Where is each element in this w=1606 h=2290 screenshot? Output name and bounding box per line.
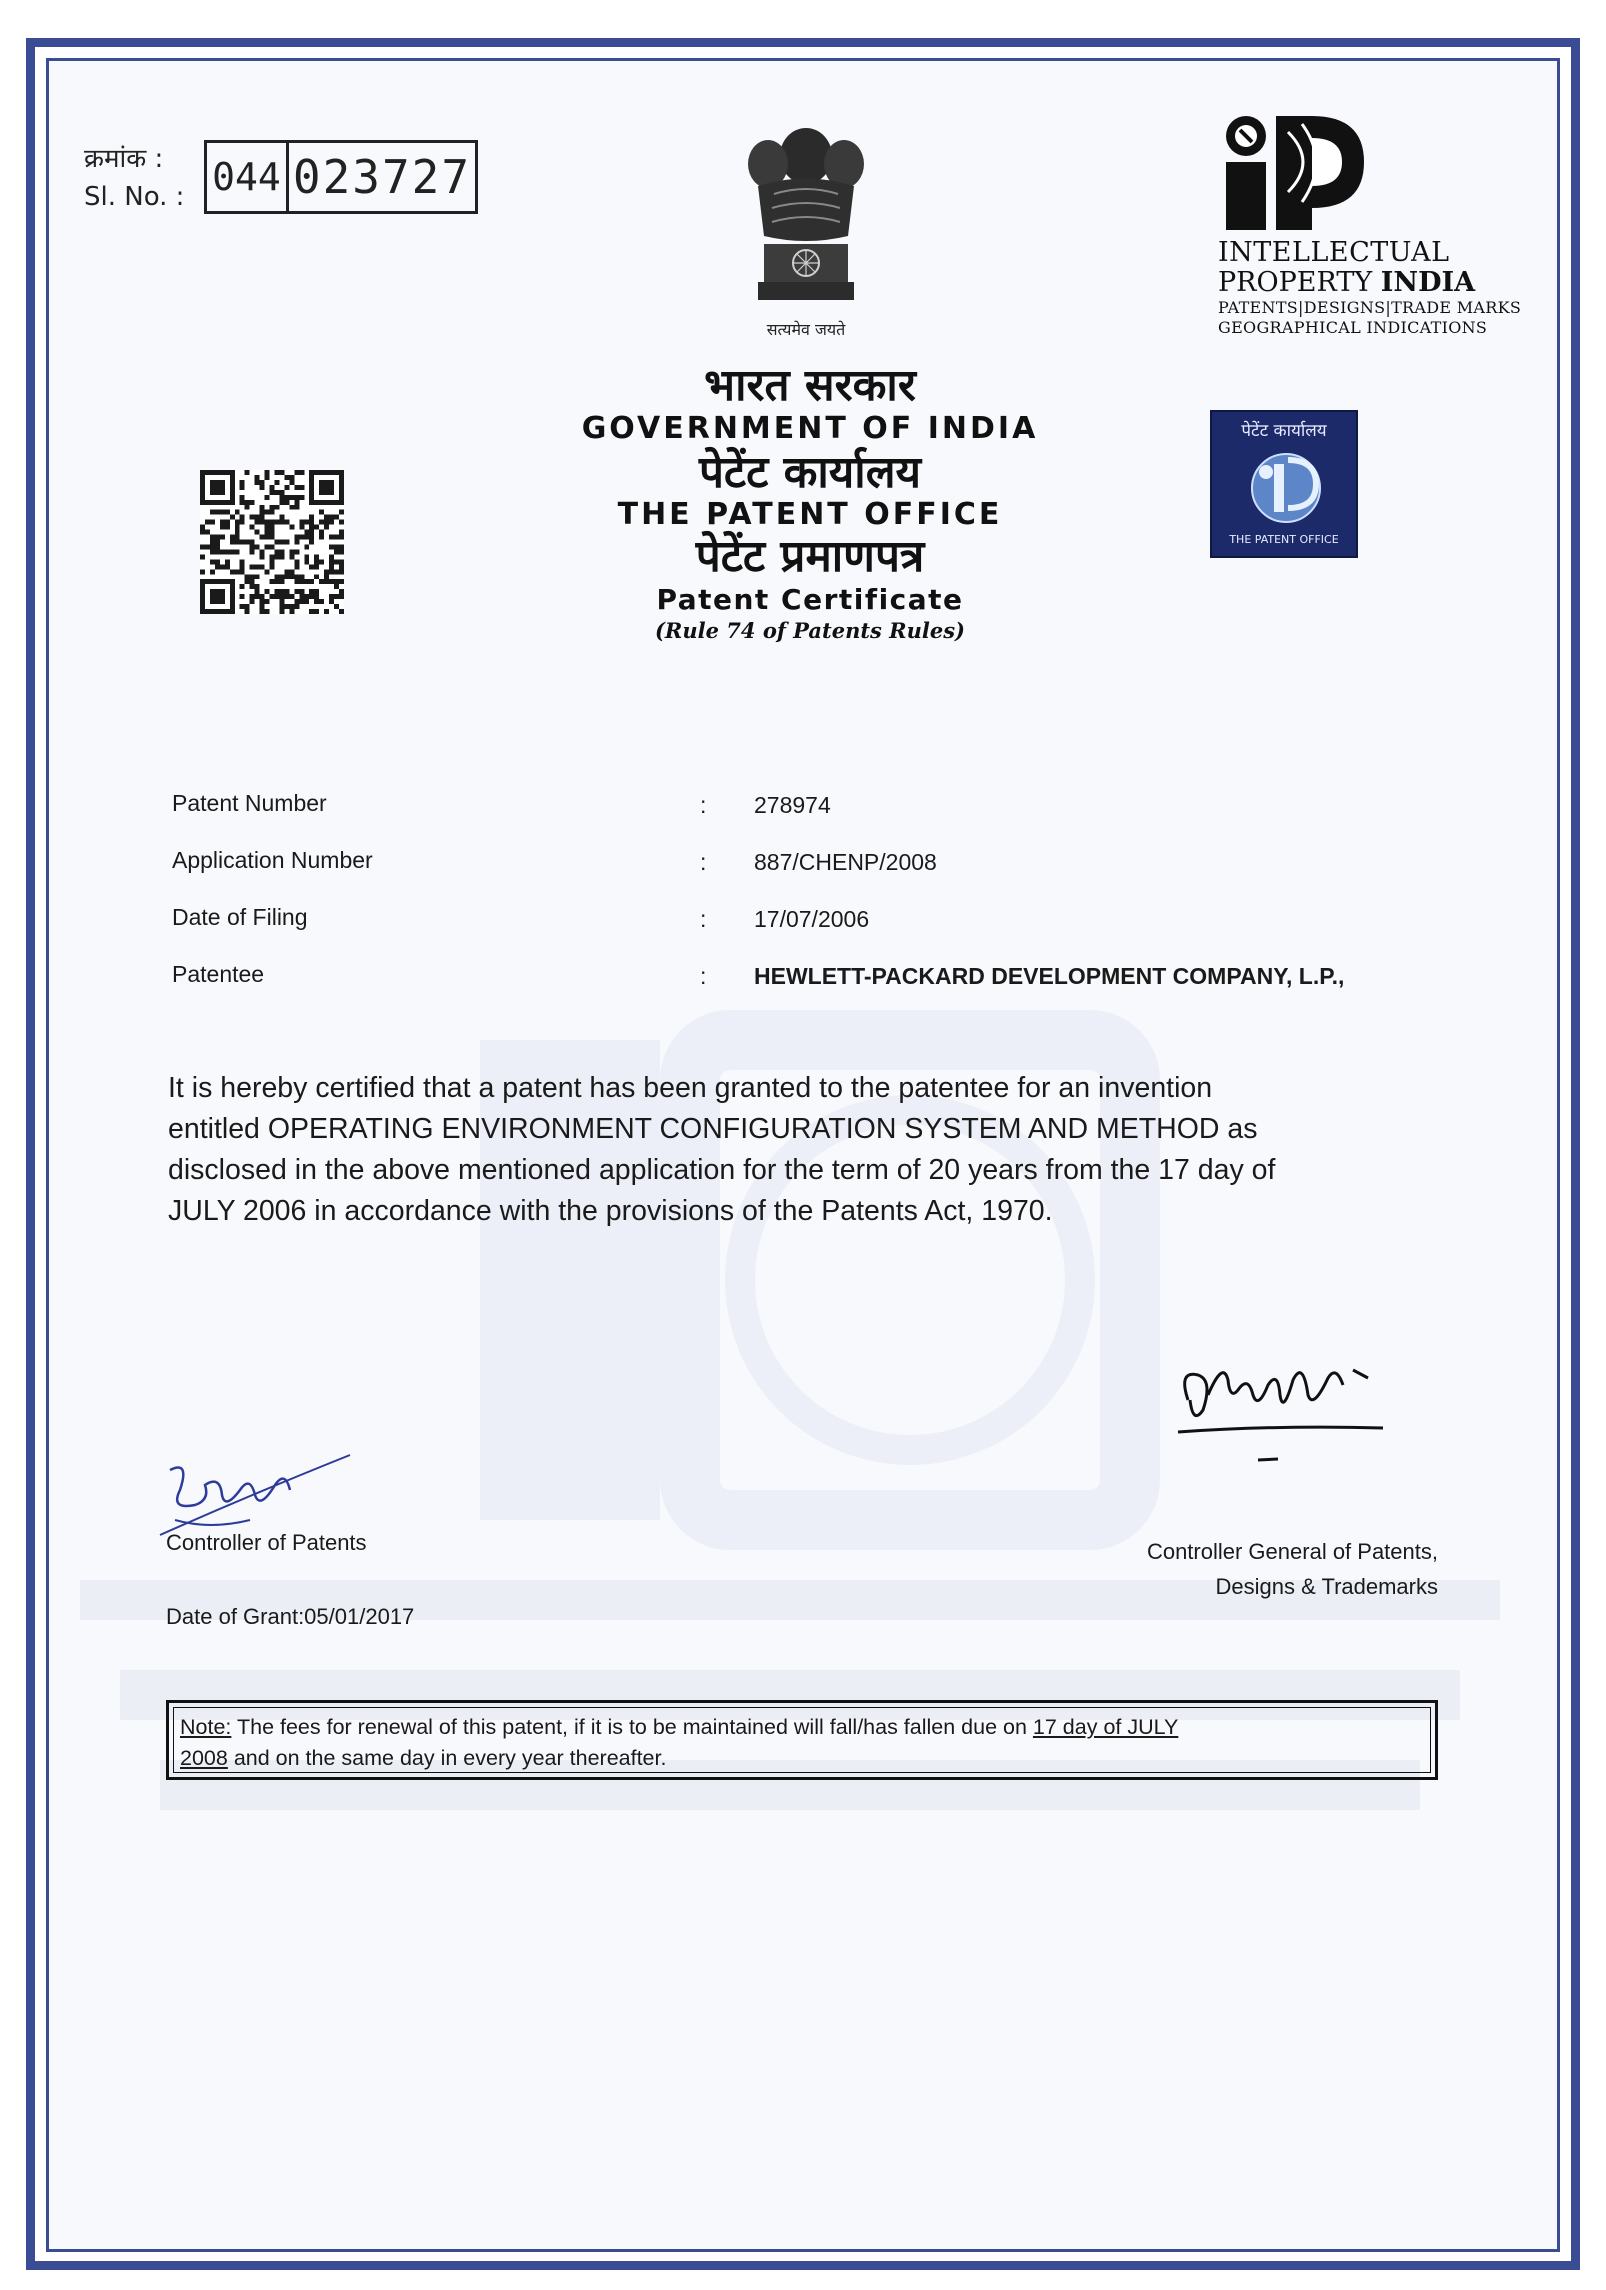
government-title: GOVERNMENT OF INDIA xyxy=(581,411,1039,446)
serial-label-hindi: क्रमांक : xyxy=(84,144,164,174)
renewal-note-box xyxy=(166,1700,1438,1780)
serial-prefix: 044 xyxy=(207,143,289,211)
note-label: Note: xyxy=(180,1715,232,1739)
detail-label: Patent Number xyxy=(172,790,327,816)
detail-row-date-of-filing xyxy=(172,904,1432,961)
emblem-motto: सत्यमेव जयते xyxy=(766,320,846,339)
serial-value: 023727 xyxy=(292,150,472,204)
ip-line-patents: PATENTS|DESIGNS|TRADE MARKS xyxy=(1218,298,1522,317)
rule-reference: (Rule 74 of Patents Rules) xyxy=(654,618,965,643)
controller-general-line: Controller General of Patents, xyxy=(1146,1539,1438,1564)
detail-row-patent-number xyxy=(172,790,1432,847)
controller-general-line: Designs & Trademarks xyxy=(1215,1574,1438,1599)
ip-india-logo-icon xyxy=(1218,112,1366,232)
certification-line: It is hereby certified that a patent has been granted to the patentee for an invention xyxy=(168,1072,1213,1104)
certification-line: disclosed in the above mentioned application for the term of 20 years from the 17 day of xyxy=(168,1154,1276,1186)
ip-line-property-india xyxy=(1218,268,1521,298)
detail-colon: : xyxy=(700,963,707,989)
serial-labels xyxy=(84,140,184,216)
patent-office-title-hindi: पेटेंट कार्यालय xyxy=(698,447,922,498)
certification-line: JULY 2006 in accordance with the provisions of the Patents Act, 1970. xyxy=(168,1195,1053,1227)
grant-date: Date of Grant:05/01/2017 xyxy=(166,1604,415,1629)
ip-india-text xyxy=(1218,238,1521,338)
ip-line-intellectual: INTELLECTUAL xyxy=(1218,237,1450,268)
patent-office-title: THE PATENT OFFICE xyxy=(617,497,1003,532)
ip-line-india: INDIA xyxy=(1380,267,1476,298)
national-emblem-icon xyxy=(738,116,874,316)
certification-paragraph xyxy=(168,1068,1488,1232)
note-text-end: and on the same day in every year thereafter. xyxy=(227,1746,667,1770)
detail-value: 278974 xyxy=(754,792,831,818)
detail-colon: : xyxy=(700,849,707,875)
seal-top-text: पेटेंट कार्यालय xyxy=(1241,421,1327,441)
note-due-year: 2008 xyxy=(180,1746,228,1770)
patent-details xyxy=(172,790,1432,1018)
detail-colon: : xyxy=(700,906,707,932)
detail-value: 17/07/2006 xyxy=(754,906,870,932)
certificate-title-hindi: पेटेंट प्रमाणपत्र xyxy=(695,531,925,582)
detail-row-patentee xyxy=(172,961,1432,1018)
detail-value: HEWLETT-PACKARD DEVELOPMENT COMPANY, L.P., xyxy=(754,963,1345,989)
controller-of-patents-label: Controller of Patents xyxy=(166,1530,367,1555)
detail-label: Date of Filing xyxy=(172,904,308,930)
serial-box xyxy=(204,140,478,214)
detail-colon: : xyxy=(700,792,707,818)
ip-line-geographical: GEOGRAPHICAL INDICATIONS xyxy=(1218,318,1488,337)
certificate-title: Patent Certificate xyxy=(656,583,964,616)
note-due-date: 17 day of JULY xyxy=(1032,1715,1179,1739)
certification-line: entitled OPERATING ENVIRONMENT CONFIGURATION SYSTEM AND METHOD as xyxy=(168,1113,1258,1145)
renewal-note xyxy=(173,1707,1431,1773)
government-title-hindi: भारत सरकार xyxy=(704,360,916,411)
qr-code-icon xyxy=(200,470,344,614)
detail-label: Patentee xyxy=(172,961,265,987)
detail-row-application-number xyxy=(172,847,1432,904)
certificate-title-block xyxy=(460,360,1160,646)
detail-value: 887/CHENP/2008 xyxy=(754,849,937,875)
seal-globe-icon xyxy=(1236,446,1336,530)
patent-office-seal xyxy=(1210,410,1358,558)
detail-label: Application Number xyxy=(172,847,373,873)
controller-general-label xyxy=(1060,1534,1438,1604)
note-text: The fees for renewal of this patent, if it is to be maintained will fall/has fallen due on xyxy=(231,1715,1033,1739)
serial-label-english: Sl. No. : xyxy=(84,182,185,212)
seal-bottom-text: THE PATENT OFFICE xyxy=(1229,533,1339,546)
ip-line-property: PROPERTY xyxy=(1218,267,1381,298)
controller-general-signature xyxy=(1168,1340,1398,1470)
